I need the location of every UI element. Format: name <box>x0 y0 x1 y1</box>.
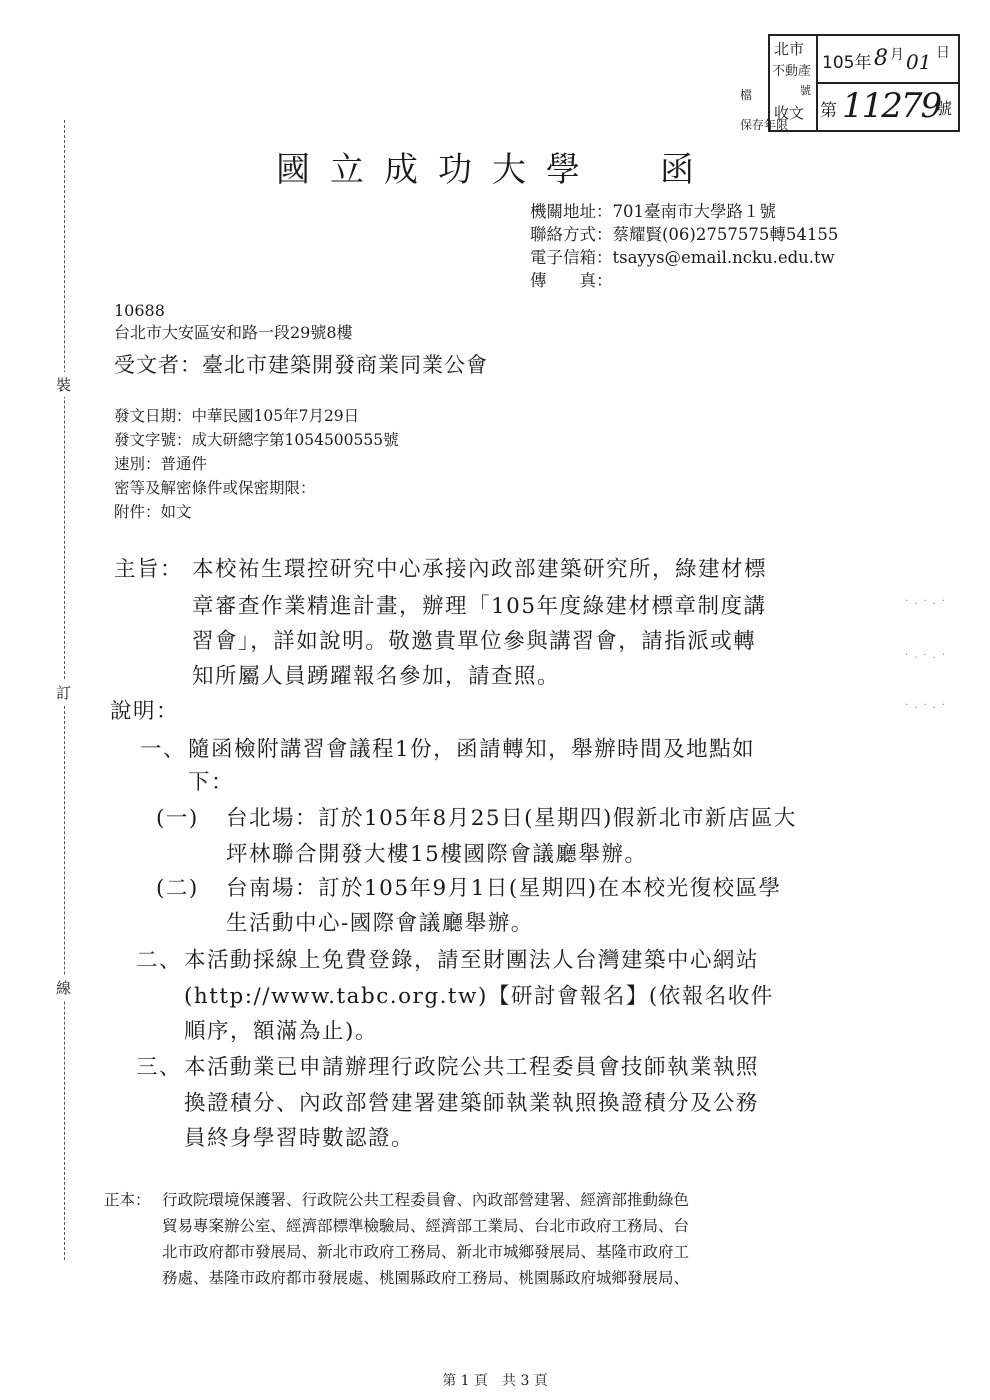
subitem-line: 台南場：訂於105年9月1日(星期四)在本校光復校區學 <box>226 876 782 901</box>
page-number: 第 1 頁 共 3 頁 <box>442 1373 548 1389</box>
security-level: 密等及解密條件或保密期限： <box>114 479 316 497</box>
stamp-file-label: 檔 <box>740 88 753 102</box>
item-marker: 二、 <box>136 948 183 973</box>
item-line: 順序，額滿為止)。 <box>184 1019 378 1044</box>
document-title <box>0 142 990 191</box>
subitem-line: 生活動中心-國際會議廳舉辦。 <box>226 911 534 936</box>
item-line: 換證積分、內政部營建署建築師執業執照換證積分及公務 <box>184 1091 760 1116</box>
issue-date: 發文日期：中華民國105年7月29日 <box>114 407 360 425</box>
recipient-street: 台北市大安區安和路一段29號8樓 <box>114 323 353 342</box>
stamp-date-month-label: 月 <box>890 47 904 63</box>
stamp-date-day-label: 日 <box>936 45 950 61</box>
contact-fax: 傳 真： <box>530 271 613 290</box>
issuing-organization: 國立成功大學 <box>276 150 600 190</box>
stamp-agency-name: 不動產 <box>772 64 812 79</box>
stamp-number-value: 11279 <box>842 86 941 126</box>
item-line: 本活動採線上免費登錄，請至財團法人台灣建築中心網站 <box>184 948 760 973</box>
receipt-stamp <box>768 34 960 132</box>
recipient-line: 受文者：臺北市建築開發商業同業公會 <box>114 353 488 377</box>
scan-artifact: ·.·.· <box>905 700 951 711</box>
document-meta <box>114 404 399 524</box>
stamp-date-year: 105年 <box>822 53 872 73</box>
stamp-date-month: 8 <box>874 46 888 71</box>
subject-line: 章審查作業精進計畫，辦理「105年度綠建材標章制度講 <box>192 594 767 619</box>
item-line: 本活動業已申請辦理行政院公共工程委員會技師執業執照 <box>184 1055 760 1080</box>
subitem-marker: (二) <box>156 876 199 901</box>
item-line: (http://www.tabc.org.tw)【研討會報名】(依報名收件 <box>184 984 774 1009</box>
item-line: 隨函檢附講習會議程1份，函請轉知，舉辦時間及地點如 <box>188 737 756 762</box>
subitem-line: 台北場：訂於105年8月25日(星期四)假新北市新店區大 <box>226 806 797 831</box>
copies-line: 行政院環境保護署、行政院公共工程委員會、內政部營建署、經濟部推動綠色 <box>162 1191 690 1209</box>
copies-line: 務處、基隆市政府都市發展處、桃園縣政府工務局、桃園縣政府城鄉發展局、 <box>162 1269 690 1287</box>
subitem-line: 坪林聯合開發大樓15樓國際會議廳舉辦。 <box>226 842 648 867</box>
copies-line: 貿易專案辦公室、經濟部標準檢驗局、經濟部工業局、台北市政府工務局、台 <box>162 1217 690 1235</box>
item-marker: 一、 <box>140 737 187 762</box>
stamp-received-label: 收文 <box>774 104 805 122</box>
stamp-number-label: 第 <box>820 101 837 121</box>
scan-artifact: ·.·.· <box>905 596 951 607</box>
document-number: 發文字號：成大研總字第1054500555號 <box>114 431 399 449</box>
scan-artifact: ·.·.· <box>905 650 951 661</box>
attachments: 附件：如文 <box>114 503 192 521</box>
stamp-agency-city: 北市 <box>774 40 805 58</box>
contact-address: 機關地址：701臺南市大學路１號 <box>530 202 776 221</box>
item-line: 下： <box>188 770 235 795</box>
binding-mark-line: 線 <box>56 975 71 1000</box>
explanation-label: 說明： <box>110 699 180 724</box>
copies-line: 北市政府都市發展局、新北市政府工務局、新北市城鄉發展局、基隆市政府工 <box>162 1243 690 1261</box>
copies-label: 正本： <box>104 1191 151 1209</box>
item-marker: 三、 <box>136 1055 183 1080</box>
subject-line: 知所屬人員踴躍報名參加，請查照。 <box>192 664 561 689</box>
subject-label: 主旨： <box>114 557 184 582</box>
document-type: 函 <box>660 150 714 190</box>
contact-email: 電子信箱：tsayys@email.ncku.edu.tw <box>530 248 835 267</box>
subject-line: 習會」，詳如說明。敬邀貴單位參與講習會，請指派或轉 <box>192 629 757 654</box>
subject-line: 本校祐生環控研究中心承接內政部建築研究所，綠建材標 <box>192 557 768 582</box>
stamp-keep-label: 保存年限 <box>740 118 789 132</box>
stamp-number-suffix: 號 <box>936 99 953 118</box>
item-line: 員終身學習時數認證。 <box>184 1126 415 1151</box>
binding-mark-staple: 裝 <box>56 372 71 397</box>
stamp-date-day: 01 <box>906 50 932 74</box>
recipient-address <box>114 300 353 344</box>
contact-block <box>530 200 838 292</box>
subitem-marker: (一) <box>156 806 199 831</box>
urgency: 速別：普通件 <box>114 455 208 473</box>
stamp-agency-sub: 號 <box>800 84 811 97</box>
contact-phone: 聯絡方式：蔡耀賢(06)2757575轉54155 <box>530 225 839 244</box>
recipient-zip: 10688 <box>114 301 165 320</box>
binding-mark-bind: 訂 <box>56 680 71 705</box>
